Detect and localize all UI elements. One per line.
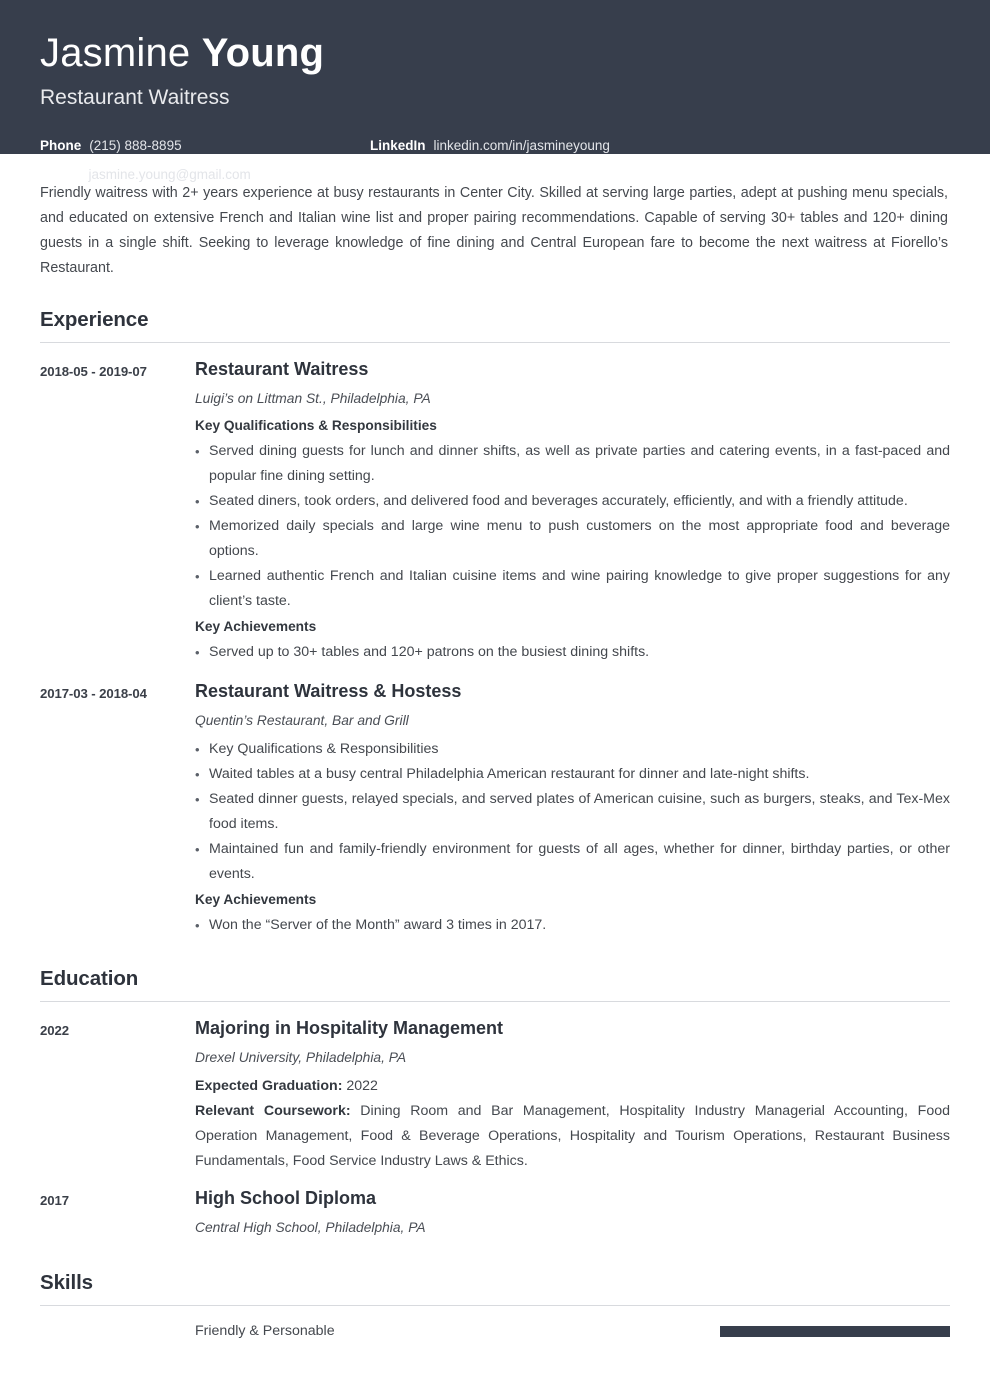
skill-label: Friendly & Personable xyxy=(195,1323,335,1339)
contact-value-phone: (215) 888-8895 xyxy=(89,138,182,153)
education-detail-value: Dining Room and Bar Management, Hospitality Industry Managerial Accounting, Food Operation Management, Food & Beverage Operations, Hospitality and Tourism Operations, Restaurant Business Fundamentals, Food Service Industry Laws & Ethics. xyxy=(195,1103,950,1169)
experience-job-title: Restaurant Waitress & Hostess xyxy=(195,681,462,701)
education-entry-body xyxy=(195,1186,950,1244)
education-entry xyxy=(40,1186,950,1244)
education-detail xyxy=(195,1099,950,1174)
contact-label-phone: Phone xyxy=(40,138,82,153)
contact-value-linkedin[interactable]: linkedin.com/in/jasmineyoung xyxy=(433,138,610,153)
contact-value-email[interactable]: jasmine.young@gmail.com xyxy=(88,167,251,182)
list-item: • Maintained fun and family-friendly environment for guests of all ages, whether for dinner, birthday parties, or other events. xyxy=(195,837,950,887)
list-item: • Won the “Server of the Month” award 3 times in 2017. xyxy=(195,913,950,938)
skill-item xyxy=(40,1320,950,1342)
page-title xyxy=(40,28,950,78)
section-divider xyxy=(40,1001,950,1002)
experience-qualifications-list xyxy=(195,737,950,887)
section-skills xyxy=(40,1270,950,1342)
contact-label-linkedin: LinkedIn xyxy=(370,138,426,153)
experience-entry-body xyxy=(195,679,950,940)
education-detail-label: Expected Graduation: xyxy=(195,1078,343,1094)
experience-entry xyxy=(40,357,950,667)
education-detail-value: 2022 xyxy=(346,1078,378,1094)
experience-achievements-list xyxy=(195,640,950,665)
experience-achievements-heading: Key Achievements xyxy=(195,619,317,634)
experience-entry xyxy=(40,679,950,940)
experience-job-title: Restaurant Waitress xyxy=(195,359,369,379)
contact-label-email: E-mail xyxy=(40,167,81,182)
section-title-skills: Skills xyxy=(40,1271,93,1294)
education-entry-body xyxy=(195,1016,950,1174)
section-education xyxy=(40,966,950,1244)
contact-linkedin[interactable] xyxy=(370,137,610,155)
experience-employer: Luigi’s on Littman St., Philadelphia, PA xyxy=(195,391,431,406)
skill-level-fill xyxy=(720,1326,950,1337)
experience-date: 2017-03 - 2018-04 xyxy=(40,686,147,701)
list-item: • Key Qualifications & Responsibilities xyxy=(195,737,950,762)
education-detail-label: Relevant Coursework: xyxy=(195,1103,351,1119)
section-divider xyxy=(40,342,950,343)
experience-achievements-heading: Key Achievements xyxy=(195,892,317,907)
resume-body xyxy=(0,181,990,1342)
section-title-experience: Experience xyxy=(40,308,149,331)
experience-entry-body xyxy=(195,357,950,667)
section-experience xyxy=(40,307,950,940)
experience-qualifications-list xyxy=(195,439,950,614)
list-item: • Served up to 30+ tables and 120+ patrons on the busiest dining shifts. xyxy=(195,640,950,665)
education-date: 2017 xyxy=(40,1193,69,1208)
list-item: • Seated diners, took orders, and delivered food and beverages accurately, efficiently, and with a friendly attitude. xyxy=(195,489,950,514)
last-name: Young xyxy=(201,31,325,75)
experience-date: 2018-05 - 2019-07 xyxy=(40,364,147,379)
list-item: • Memorized daily specials and large wine menu to push customers on the most appropriate food and beverage options. xyxy=(195,514,950,564)
education-detail xyxy=(195,1074,950,1099)
section-title-education: Education xyxy=(40,967,139,990)
skill-level-meter xyxy=(720,1326,950,1337)
education-entry xyxy=(40,1016,950,1174)
experience-qualifications-heading: Key Qualifications & Responsibilities xyxy=(195,418,437,433)
section-divider xyxy=(40,1305,950,1306)
list-item: • Served dining guests for lunch and dinner shifts, as well as private parties and catering events, in a fast-paced and popular fine dining setting. xyxy=(195,439,950,489)
contact-row xyxy=(40,137,950,155)
experience-achievements-list xyxy=(195,913,950,938)
contact-phone xyxy=(40,137,370,155)
education-school: Central High School, Philadelphia, PA xyxy=(195,1220,426,1235)
list-item: • Learned authentic French and Italian cuisine items and wine pairing knowledge to give proper suggestions for any client’s taste. xyxy=(195,564,950,614)
list-item: • Seated dinner guests, relayed specials, and served plates of American cuisine, such as burgers, steaks, and Tex-Mex food items. xyxy=(195,787,950,837)
first-name: Jasmine xyxy=(40,31,191,75)
professional-summary: Friendly waitress with 2+ years experience at busy restaurants in Center City. Skilled at serving large parties, adept at pushing menu specials, and educated on extensive French and Italian wine list and proper pairing recommendations. Capable of serving 30+ tables and 120+ dining guests in a single shift. Seeking to leverage knowledge of fine dining and Central European fare to become the next waitress at Fiorello’s Restaurant. xyxy=(40,185,948,276)
education-degree: High School Diploma xyxy=(195,1188,377,1208)
list-item: • Waited tables at a busy central Philadelphia American restaurant for dinner and late-night shifts. xyxy=(195,762,950,787)
experience-employer: Quentin’s Restaurant, Bar and Grill xyxy=(195,713,409,728)
resume-header xyxy=(0,0,990,182)
job-title: Restaurant Waitress xyxy=(40,86,230,109)
education-school: Drexel University, Philadelphia, PA xyxy=(195,1050,407,1065)
education-degree: Majoring in Hospitality Management xyxy=(195,1018,504,1038)
education-date: 2022 xyxy=(40,1023,69,1038)
contact-details xyxy=(40,137,950,184)
